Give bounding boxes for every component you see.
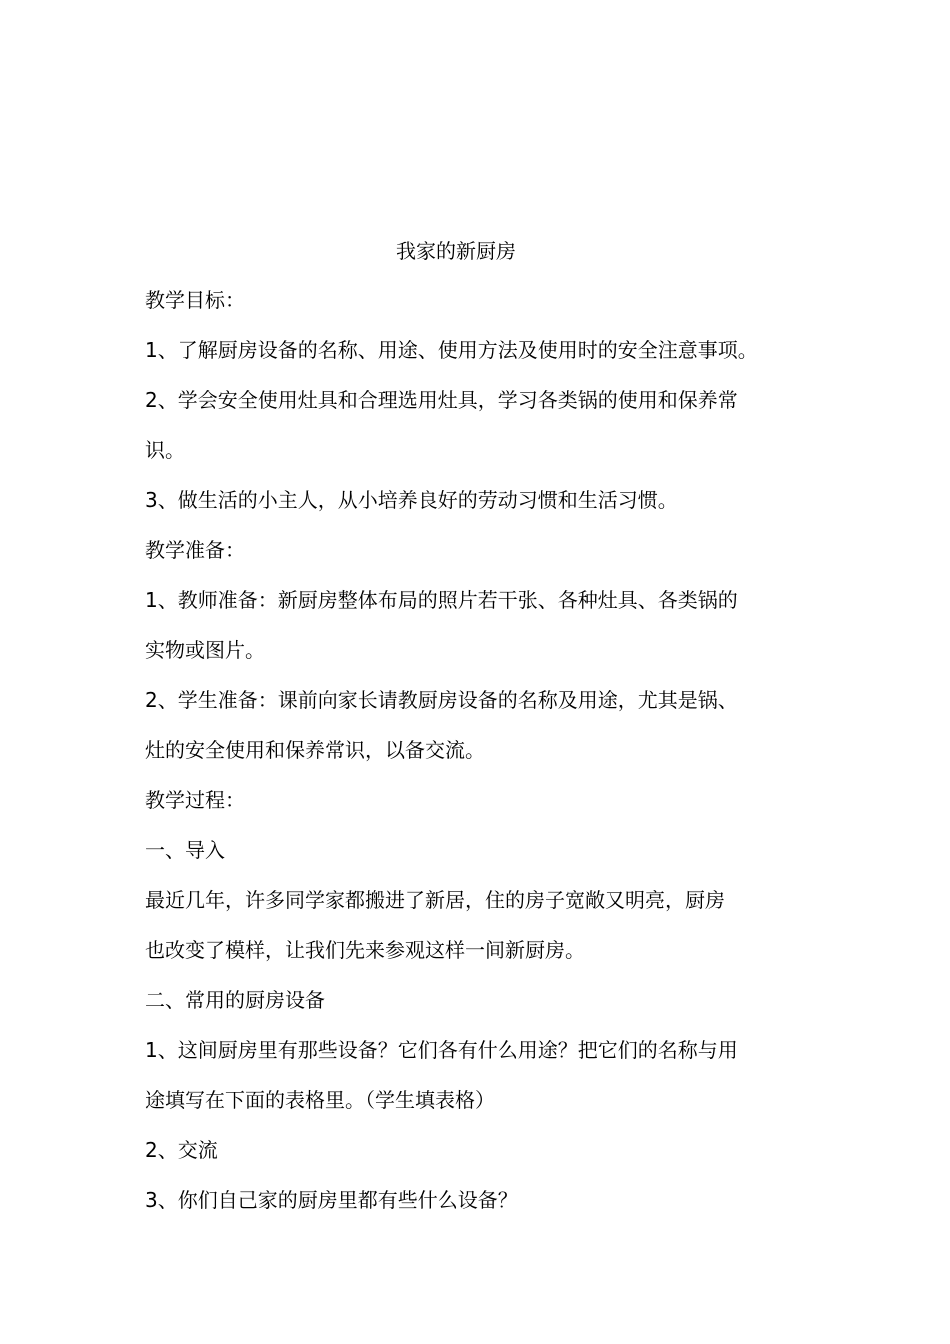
paragraph-line: 识。 xyxy=(145,438,185,462)
paragraph-line: 途填写在下面的表格里。（学生填表格） xyxy=(145,1088,495,1112)
paragraph-line: 1、这间厨房里有那些设备？它们各有什么用途？把它们的名称与用 xyxy=(145,1038,738,1062)
paragraph-line: 3、做生活的小主人，从小培养良好的劳动习惯和生活习惯。 xyxy=(145,488,678,512)
section-heading-process: 教学过程： xyxy=(145,788,245,812)
section-heading-objectives: 教学目标： xyxy=(145,288,245,312)
paragraph-line: 3、你们自己家的厨房里都有些什么设备？ xyxy=(145,1188,518,1212)
paragraph-line: 2、学生准备：课前向家长请教厨房设备的名称及用途，尤其是锅、 xyxy=(145,688,738,712)
document-title: 我家的新厨房 xyxy=(396,239,516,263)
paragraph-line: 1、教师准备：新厨房整体布局的照片若干张、各种灶具、各类锅的 xyxy=(145,588,738,612)
section-heading-preparation: 教学准备： xyxy=(145,538,245,562)
subsection-heading-equipment: 二、常用的厨房设备 xyxy=(145,988,325,1012)
paragraph-line: 最近几年，许多同学家都搬进了新居，住的房子宽敞又明亮，厨房 xyxy=(145,888,725,912)
paragraph-line: 也改变了模样，让我们先来参观这样一间新厨房。 xyxy=(145,938,585,962)
paragraph-line: 1、了解厨房设备的名称、用途、使用方法及使用时的安全注意事项。 xyxy=(145,338,758,362)
paragraph-line: 2、交流 xyxy=(145,1138,218,1162)
paragraph-line: 实物或图片。 xyxy=(145,638,265,662)
paragraph-line: 灶的安全使用和保养常识，以备交流。 xyxy=(145,738,485,762)
paragraph-line: 2、学会安全使用灶具和合理选用灶具，学习各类锅的使用和保养常 xyxy=(145,388,738,412)
document-body xyxy=(145,285,825,1235)
subsection-heading-intro: 一、导入 xyxy=(145,838,225,862)
